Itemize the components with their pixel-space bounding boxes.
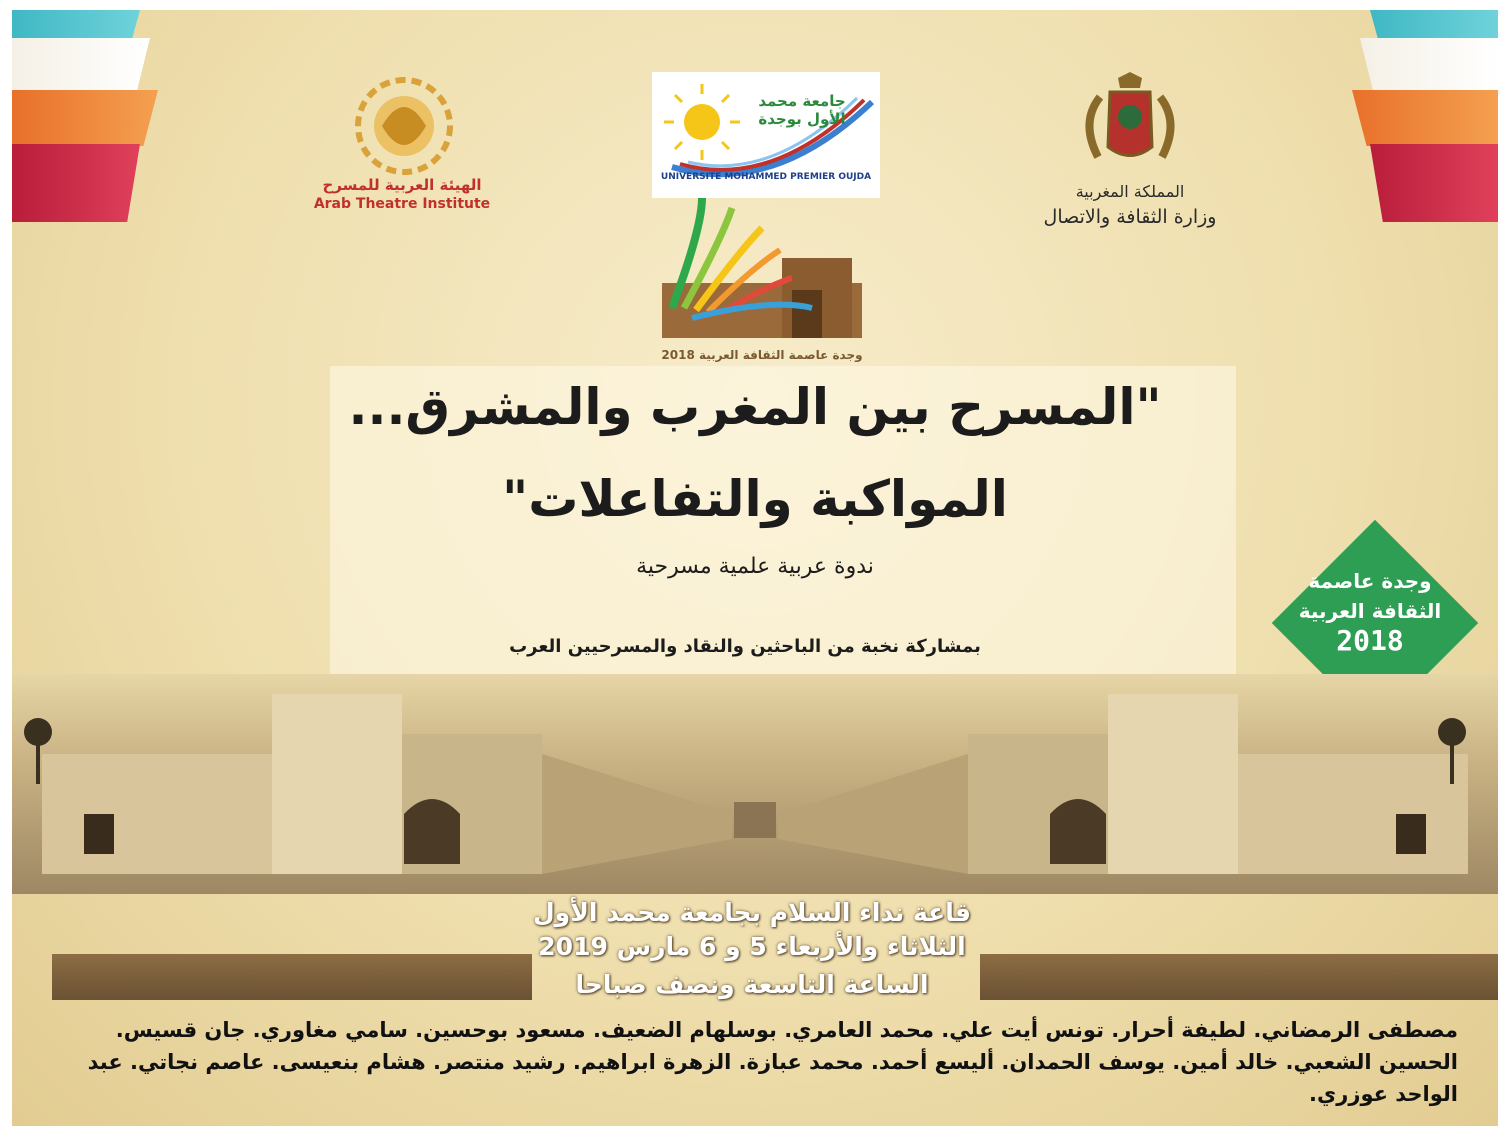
poster — [12, 10, 1498, 1126]
city-gates-photo — [12, 674, 1498, 894]
university-name-en: UNIVERSITE MOHAMMED PREMIER OUJDA — [660, 172, 872, 182]
oujda-capital-caption: وجدة عاصمة الثقافة العربية 2018 — [661, 348, 863, 362]
university-name-ar: جامعة محمد الأول بوجدة — [758, 92, 846, 128]
ribbon-white-right — [1360, 38, 1498, 94]
speakers-list: مصطفى الرمضاني. لطيفة أحرار. تونس أيت علي. محمد العامري. بوسلهام الضعيف. مسعود بوحسين. سامي مغاوري. جان قسيس. الحسين الشعبي. خالد أمين. يوسف الحمدان. أليسع أحمد. محمد عبازة. الزهرة ابراهيم. رشيد منتصر. هشام بنعيسى. عاصم نجاتي. عبد الواحد عوزري. — [87, 1018, 1458, 1106]
badge-line-2: الثقافة العربية — [1298, 599, 1442, 623]
capital-badge-text — [1270, 566, 1470, 656]
ministry-logo — [1040, 72, 1220, 232]
title-line-2: المواكبة والتفاعلات" — [502, 470, 1008, 528]
city-gates-illustration — [12, 674, 1498, 894]
venue-place: قاعة نداء السلام بجامعة محمد الأول — [532, 898, 972, 927]
badge-year: 2018 — [1336, 624, 1404, 657]
arab-theatre-name-ar: الهيئة العربية للمسرح — [322, 176, 482, 194]
subtitle: ندوة عربية علمية مسرحية — [636, 554, 874, 579]
ribbon-white-left — [12, 38, 150, 94]
badge-line-1: وجدة عاصمة — [1308, 569, 1432, 593]
moroccan-coat-of-arms-icon — [1040, 72, 1220, 172]
arab-theatre-emblem-icon — [312, 68, 492, 178]
kingdom-name: المملكة المغربية — [1075, 182, 1185, 201]
arab-theatre-logo — [312, 68, 492, 212]
ribbon-orange-right — [1352, 90, 1498, 146]
university-logo — [652, 72, 880, 198]
city-gate-arrows-icon — [642, 198, 882, 348]
bar-right — [980, 954, 1498, 1000]
ribbon-orange-left — [12, 90, 158, 146]
ministry-name: وزارة الثقافة والاتصال — [1043, 206, 1217, 228]
participants-line: بمشاركة نخبة من الباحثين والنقاد والمسرحيين العرب — [509, 636, 981, 657]
oujda-capital-logo — [642, 198, 882, 368]
venue-date: الثلاثاء والأربعاء 5 و 6 مارس 2019 — [538, 932, 966, 961]
ribbon-red-left — [12, 144, 140, 222]
title-line-1: "المسرح بين المغرب والمشرق... — [348, 378, 1162, 436]
venue-time: الساعة التاسعة ونصف صباحا — [575, 970, 929, 999]
arab-theatre-name-en: Arab Theatre Institute — [313, 196, 491, 212]
ribbon-red-right — [1370, 144, 1498, 222]
